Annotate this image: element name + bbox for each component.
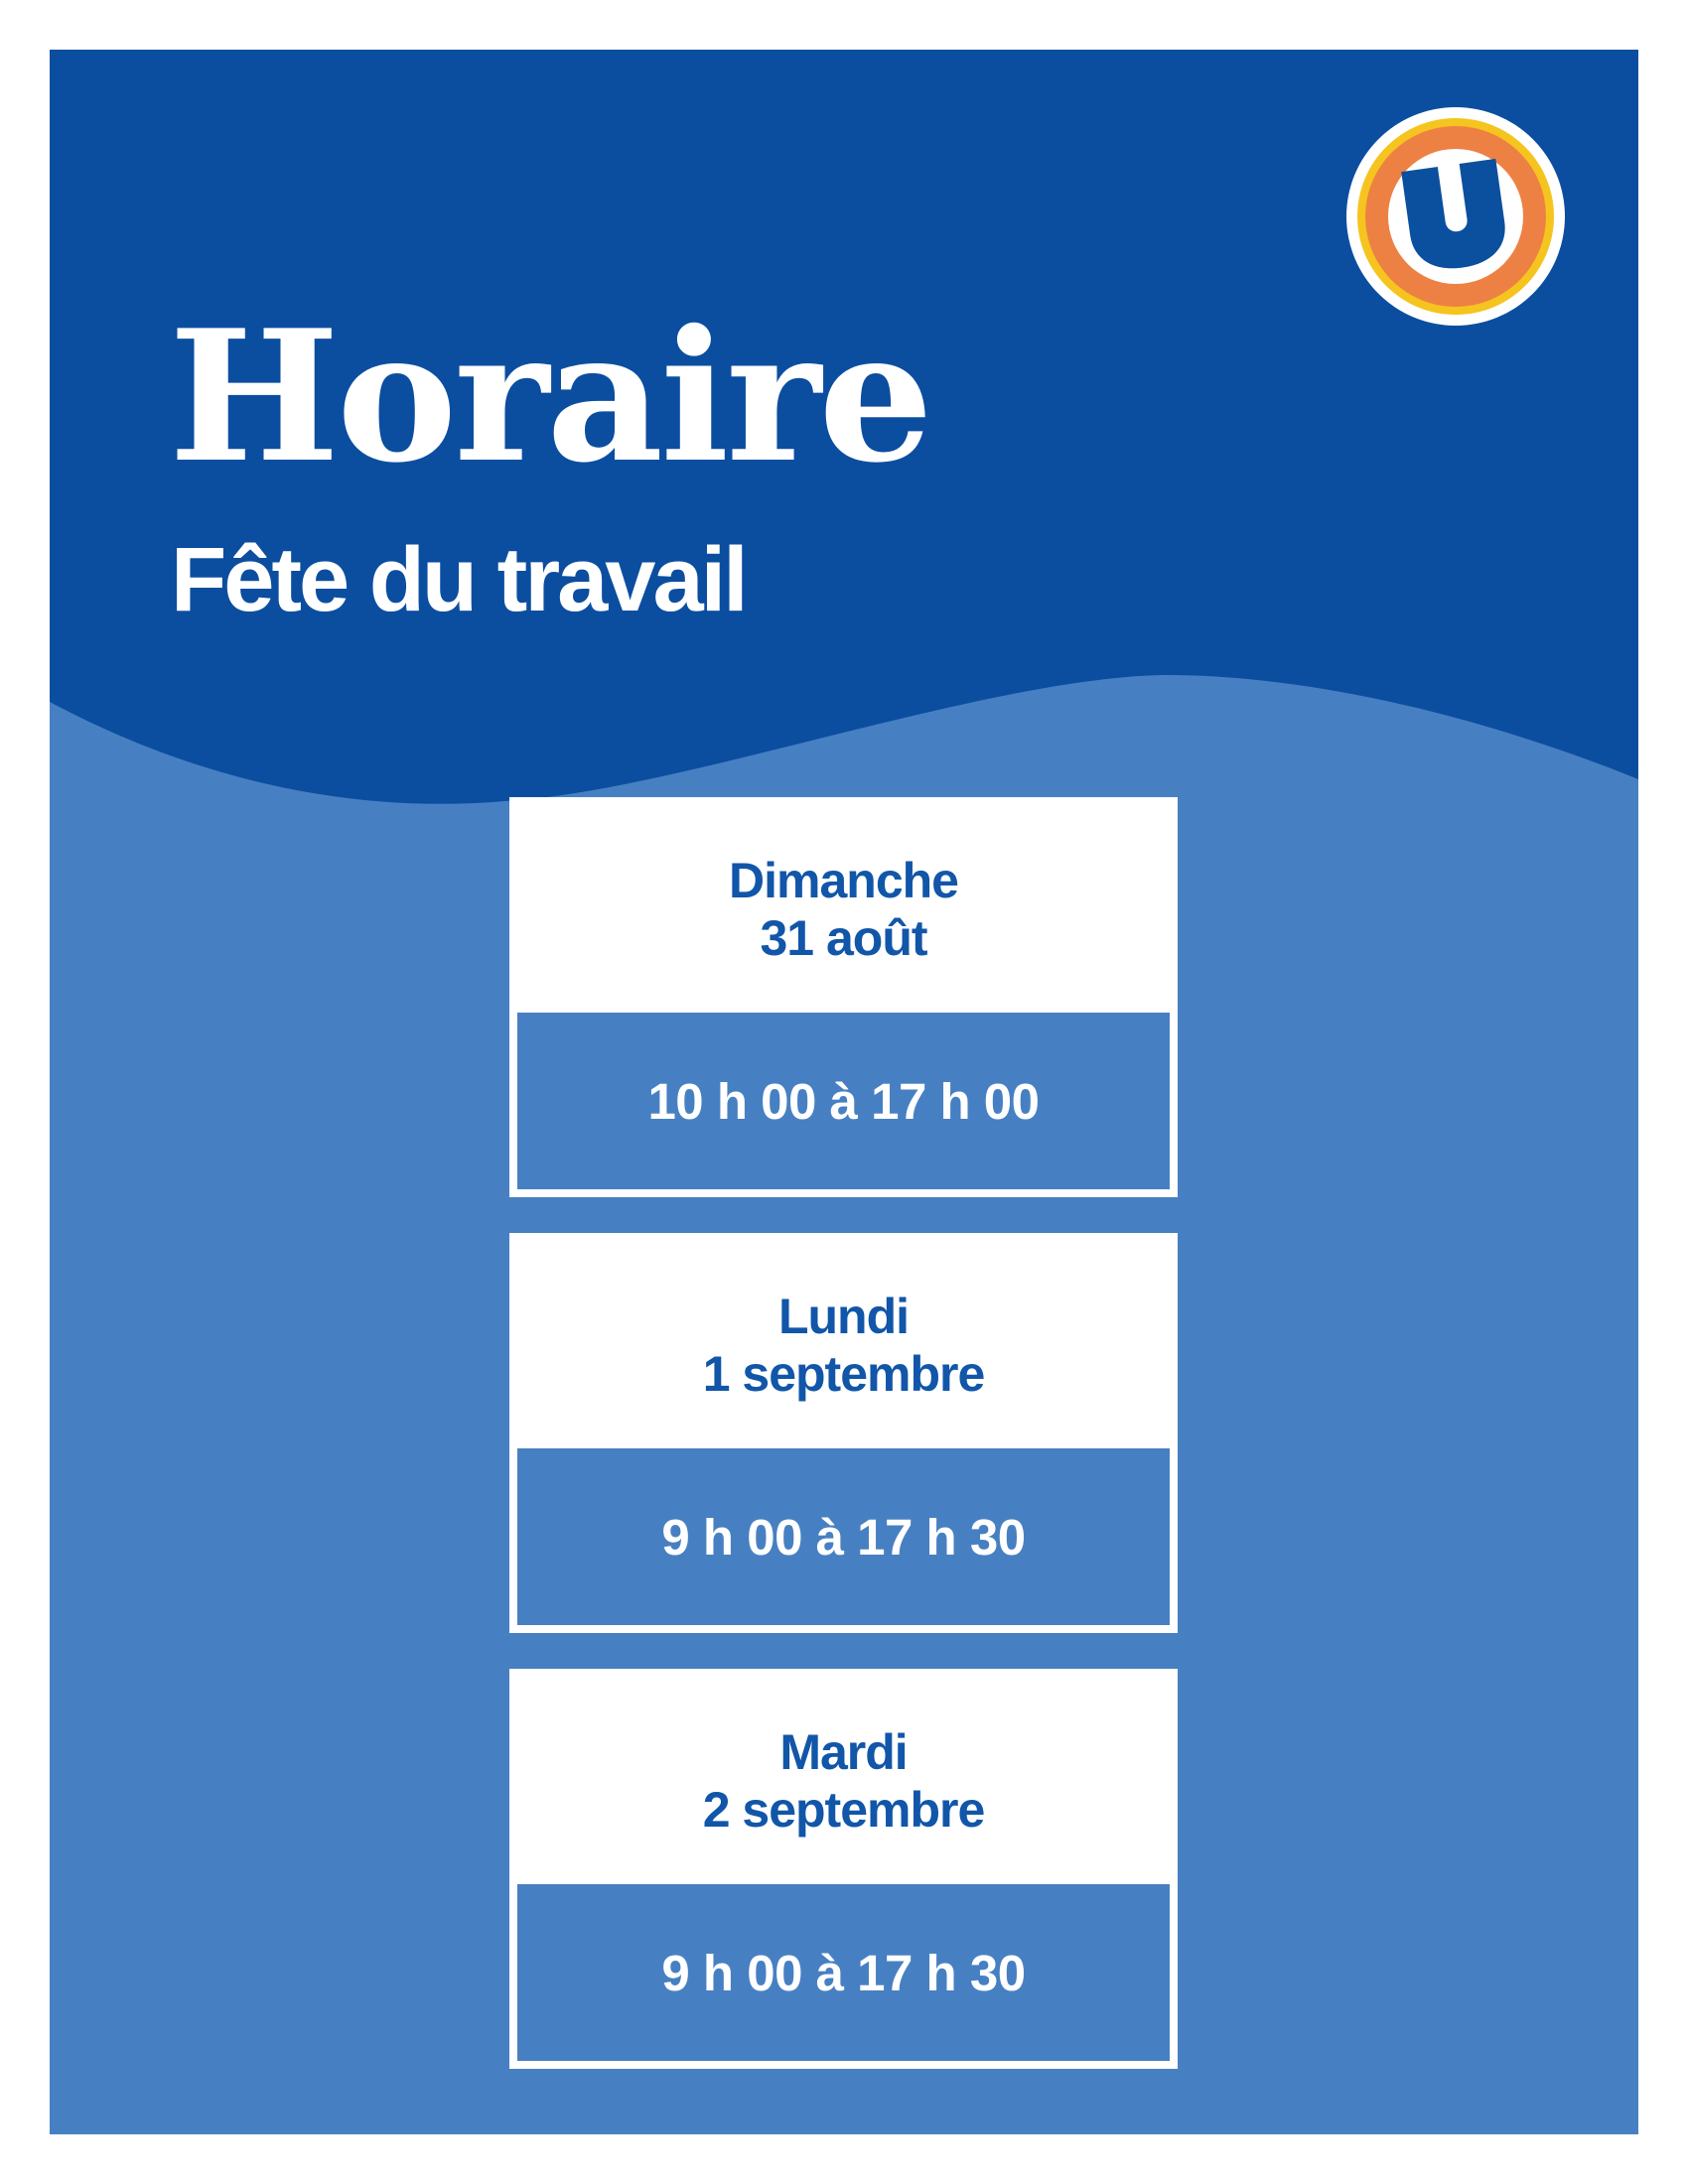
hours-value: 9 h 00 à 17 h 30 (661, 1944, 1026, 2001)
hours-value: 9 h 00 à 17 h 30 (661, 1508, 1026, 1566)
store-logo-u-icon (1346, 107, 1565, 326)
schedule-card-lundi (509, 1233, 1178, 1633)
schedule-card-dimanche (509, 797, 1178, 1197)
page-title: Horaire (169, 290, 930, 502)
page-subtitle: Fête du travail (171, 529, 746, 630)
day-name: Dimanche (729, 852, 958, 908)
card-hours-box (517, 1013, 1170, 1189)
schedule-card-mardi (509, 1669, 1178, 2069)
card-day-label (517, 1677, 1170, 1884)
card-hours-box (517, 1448, 1170, 1625)
day-name: Mardi (779, 1723, 908, 1780)
header (169, 290, 1261, 630)
hours-value: 10 h 00 à 17 h 00 (647, 1072, 1040, 1130)
poster (50, 50, 1638, 2134)
card-day-label (517, 805, 1170, 1013)
day-date: 2 septembre (702, 1781, 985, 1838)
day-date: 1 septembre (702, 1345, 985, 1402)
card-day-label (517, 1241, 1170, 1448)
day-date: 31 août (760, 909, 927, 966)
card-hours-box (517, 1884, 1170, 2061)
day-name: Lundi (777, 1288, 910, 1344)
schedule-list (509, 797, 1178, 2069)
